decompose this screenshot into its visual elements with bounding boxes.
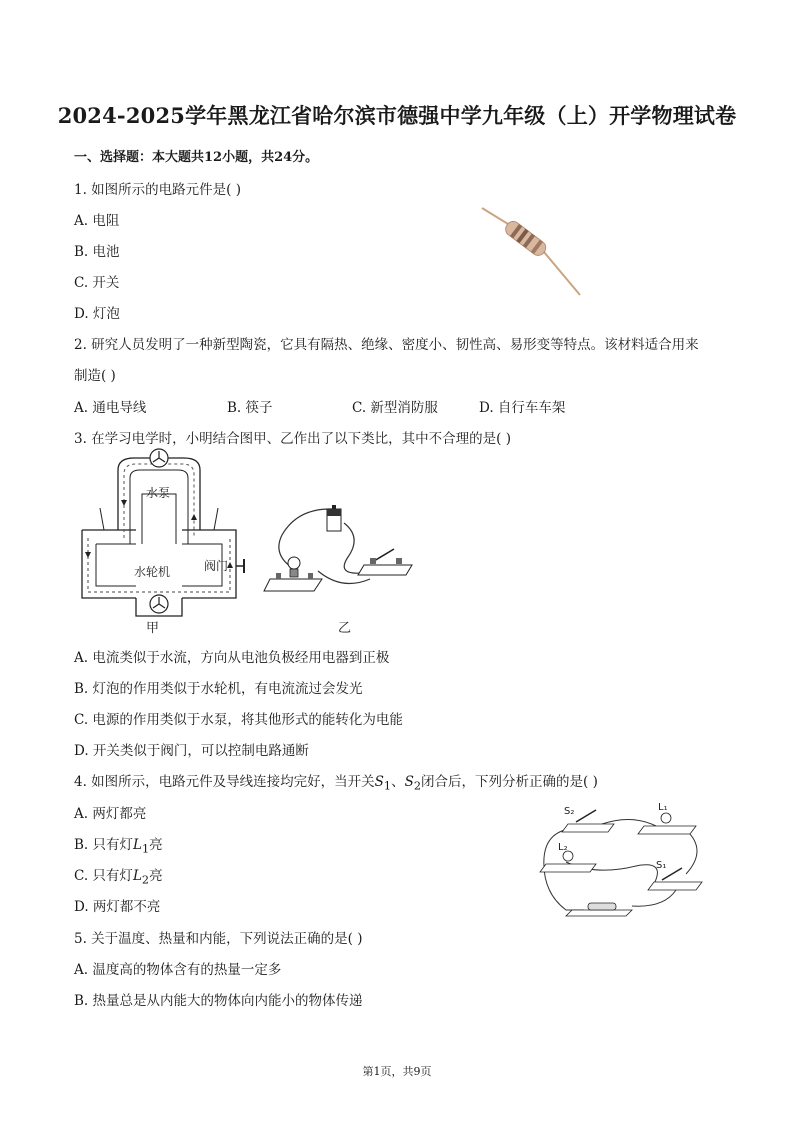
symbol-s2: S xyxy=(404,774,414,790)
q4-option-a: A. 两灯都亮 xyxy=(74,806,147,822)
water-circuit-figure xyxy=(64,448,264,638)
symbol-s1: S xyxy=(374,774,384,790)
q1-option-d: D. 灯泡 xyxy=(74,306,120,322)
q4-stem: 4. 如图所示，电路元件及导线连接均完好，当开关$S_1$、$S_2$闭合后，下列分析正确的是( ) xyxy=(74,774,598,793)
q3-option-c: C. 电源的作用类似于水泵，将其他形式的能转化为电能 xyxy=(74,712,403,728)
label-yi: 乙 xyxy=(338,621,352,636)
q2-stem-line2: 制造( ) xyxy=(74,368,116,384)
q1-option-b: B. 电池 xyxy=(74,244,120,260)
two-lamp-circuit-figure xyxy=(536,800,712,918)
label-turbine: 水轮机 xyxy=(134,565,171,579)
q3-option-b: B. 灯泡的作用类似于水轮机，有电流流过会发光 xyxy=(74,681,363,697)
section-heading: 一、选择题：本大题共12小题，共24分。 xyxy=(74,150,319,165)
q4-option-c: C. 只有灯$L_2$亮 xyxy=(74,868,163,887)
q5-option-b: B. 热量总是从内能大的物体向内能小的物体传递 xyxy=(74,993,363,1009)
q1-stem: 1. 如图所示的电路元件是( ) xyxy=(74,182,241,198)
q1-option-c: C. 开关 xyxy=(74,275,120,291)
label-s1: S₁ xyxy=(656,860,667,871)
page-footer: 第1页，共9页 xyxy=(362,1065,432,1078)
q1-option-a: A. 电阻 xyxy=(74,213,120,229)
resistor-figure xyxy=(470,200,590,300)
q2-option-a: A. 通电导线 xyxy=(74,400,147,416)
q4-option-d: D. 两灯都不亮 xyxy=(74,899,161,915)
q3-stem: 3. 在学习电学时，小明结合图甲、乙作出了以下类比，其中不合理的是( ) xyxy=(74,431,511,447)
label-jia: 甲 xyxy=(146,621,160,636)
q5-option-a: A. 温度高的物体含有的热量一定多 xyxy=(74,962,282,978)
page-title: 2024-2025学年黑龙江省哈尔滨市德强中学九年级（上）开学物理试卷 xyxy=(57,103,737,128)
label-valve: 阀门 xyxy=(204,559,229,573)
q2-option-c: C. 新型消防服 xyxy=(352,400,438,416)
q2-option-b: B. 筷子 xyxy=(227,400,273,416)
q2-option-d: D. 自行车车架 xyxy=(479,400,566,416)
q5-stem: 5. 关于温度、热量和内能，下列说法正确的是( ) xyxy=(74,931,363,947)
label-pump: 水泵 xyxy=(146,486,171,500)
label-l1: L₁ xyxy=(658,802,668,813)
electric-circuit-figure xyxy=(262,495,422,638)
q3-option-a: A. 电流类似于水流，方向从电池负极经用电器到正极 xyxy=(74,650,390,666)
q4-option-b: B. 只有灯$L_1$亮 xyxy=(74,837,163,856)
q2-stem-line1: 2. 研究人员发明了一种新型陶瓷，它具有隔热、绝缘、密度小、韧性高、易形变等特点。该材料适合用来 xyxy=(74,337,699,353)
label-l2: L₂ xyxy=(558,842,568,853)
q3-option-d: D. 开关类似于阀门，可以控制电路通断 xyxy=(74,743,309,759)
label-s2: S₂ xyxy=(564,806,575,817)
